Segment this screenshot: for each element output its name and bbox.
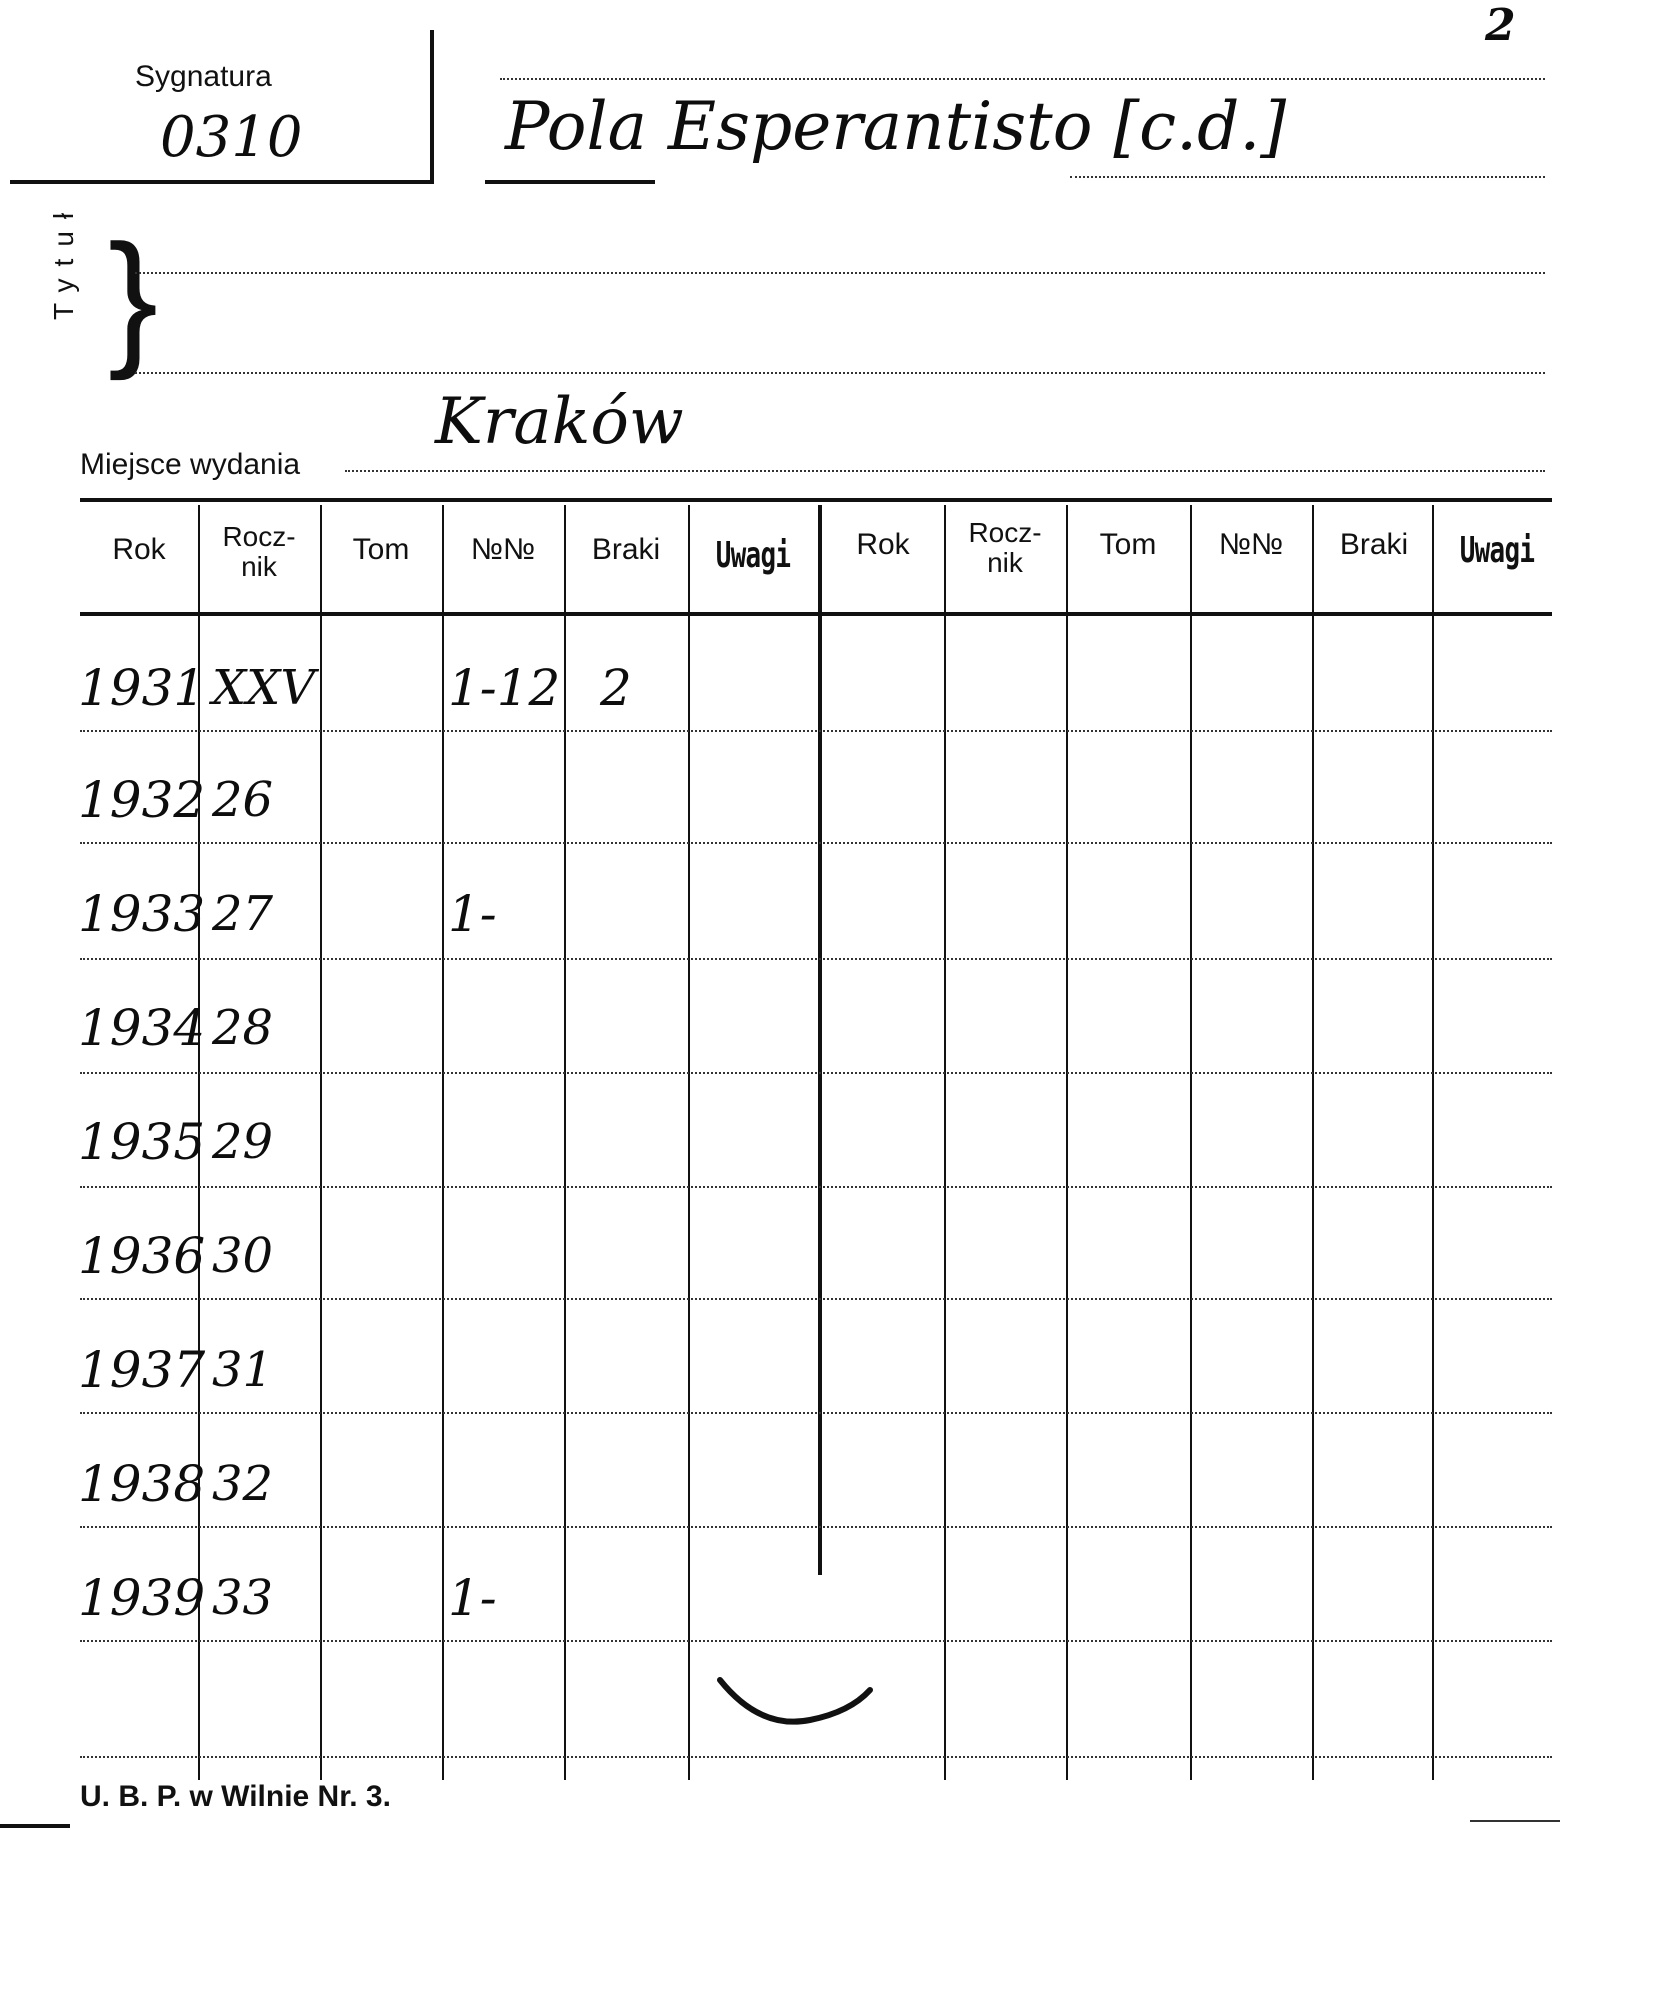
edge-mark-right (1470, 1820, 1560, 1822)
row-divider (80, 1756, 1552, 1758)
header-rok-left: Rok (112, 533, 166, 566)
row-divider (80, 1298, 1552, 1300)
place-label: Miejsce wydania (80, 448, 301, 481)
title-line-3 (135, 372, 1545, 374)
table-header-bottom-line (80, 612, 1552, 616)
signature-value: 0310 (160, 105, 303, 170)
footer-imprint: U. B. P. w Wilnie Nr. 3. (80, 1780, 391, 1813)
place-value: Kraków (435, 385, 684, 459)
cell-rocznik: 32 (212, 1456, 274, 1512)
cell-rocznik: 28 (212, 1000, 274, 1056)
header-uwagi-right: Uwagi (1459, 530, 1535, 571)
header-nr-left: №№ (470, 533, 536, 566)
title-handwritten: Pola Esperantisto [c.d.] (505, 88, 1287, 165)
cell-rok: 1938 (78, 1455, 206, 1513)
column-divider (944, 505, 946, 1780)
title-label: Tytuł (48, 200, 79, 320)
title-underline (485, 180, 655, 184)
row-divider (80, 958, 1552, 960)
edge-mark-left (0, 1824, 70, 1828)
cell-rocznik: 27 (212, 886, 274, 942)
column-divider (1066, 505, 1068, 1780)
header-rocznik-left: Rocz- nik (222, 521, 296, 582)
cell-rok: 1935 (78, 1113, 206, 1171)
header-nr-right: №№ (1218, 528, 1284, 561)
cell-nr: 1-12 (448, 659, 561, 717)
header-braki-left: Braki (591, 533, 661, 566)
cell-rok: 1932 (78, 771, 206, 829)
header-rocznik-right: Rocz- nik (968, 517, 1042, 578)
header-tom-left: Tom (352, 533, 410, 566)
cell-rocznik: XXV (212, 660, 316, 716)
cell-braki: 2 (600, 659, 632, 717)
pen-mark (700, 1660, 900, 1740)
column-divider (1190, 505, 1192, 1780)
cell-rocznik: 33 (212, 1570, 274, 1626)
column-divider (320, 505, 322, 1780)
cell-rok: 1934 (78, 999, 206, 1057)
cell-nr: 1- (448, 885, 497, 943)
column-divider (1312, 505, 1314, 1780)
header-tom-right: Tom (1099, 528, 1157, 561)
signature-label: Sygnatura (135, 60, 272, 93)
signature-box (10, 30, 434, 184)
title-line-1 (1070, 176, 1545, 178)
row-divider (80, 730, 1552, 732)
column-divider (1432, 505, 1434, 1780)
title-line-2 (135, 272, 1545, 274)
table-top-line (80, 498, 1552, 502)
cell-rok: 1937 (78, 1341, 206, 1399)
cell-rocznik: 29 (212, 1114, 274, 1170)
cell-rocznik: 26 (212, 772, 274, 828)
row-divider (80, 1412, 1552, 1414)
place-line (345, 470, 1545, 472)
cell-rocznik: 30 (212, 1228, 274, 1284)
header-braki-right: Braki (1339, 528, 1409, 561)
cell-rocznik: 31 (212, 1342, 274, 1398)
column-divider (442, 505, 444, 1780)
row-divider (80, 842, 1552, 844)
header-rok-right: Rok (856, 528, 910, 561)
cell-rok: 1933 (78, 885, 206, 943)
cell-rok: 1939 (78, 1569, 206, 1627)
cell-nr: 1- (448, 1569, 497, 1627)
title-brace: } (108, 213, 159, 381)
page-number: 2 (1485, 0, 1516, 51)
center-divider (818, 505, 822, 1575)
column-divider (688, 505, 690, 1780)
column-divider (564, 505, 566, 1780)
header-uwagi-left: Uwagi (715, 535, 791, 576)
cell-rok: 1936 (78, 1227, 206, 1285)
cell-rok: 1931 (78, 659, 206, 717)
title-line-top (500, 78, 1545, 80)
row-divider (80, 1526, 1552, 1528)
row-divider (80, 1186, 1552, 1188)
row-divider (80, 1640, 1552, 1642)
row-divider (80, 1072, 1552, 1074)
